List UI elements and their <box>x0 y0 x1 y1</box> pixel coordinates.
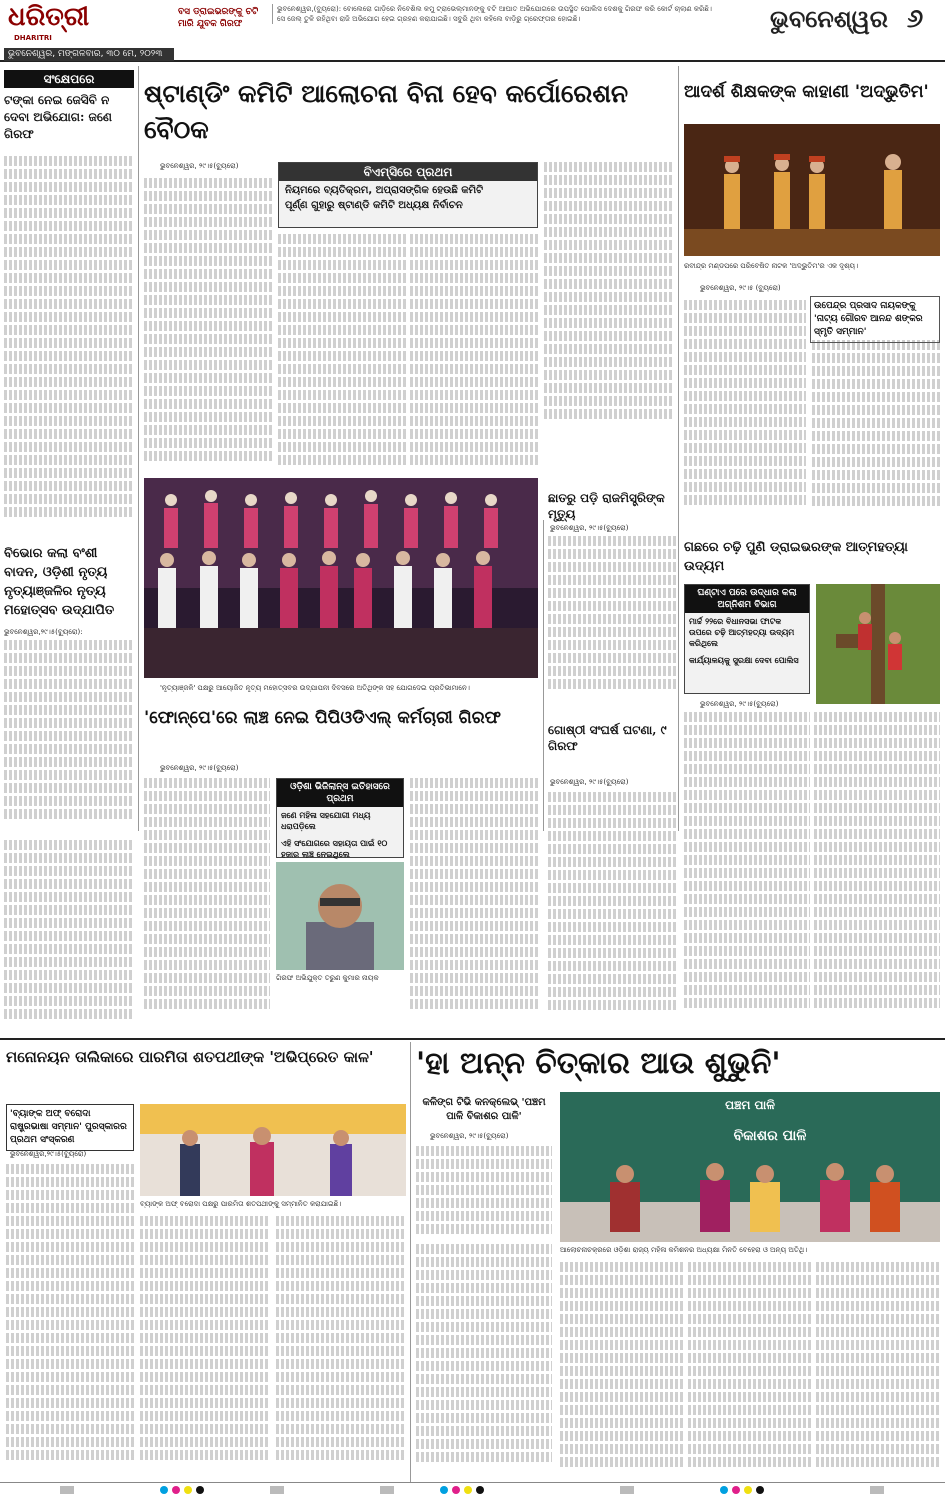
dateline: ଭୁବନେଶ୍ୱର, ମଙ୍ଗଳବାର, ୩୦ ମେ, ୨୦୨୩ <box>4 48 174 61</box>
lead-body-col3 <box>410 234 538 474</box>
section-name: ଭୁବନେଶ୍ୱର <box>770 4 888 33</box>
play-body-col2 <box>812 340 940 530</box>
play-body-col1 <box>684 300 806 525</box>
mason-body <box>548 536 676 706</box>
stage-banner: ପଞ୍ଚମ ପାଳି <box>725 1098 775 1112</box>
registration-dot-yellow <box>464 1486 472 1494</box>
conclave-body-col1 <box>416 1244 552 1479</box>
clash-byline: ଭୁବନେଶ୍ୱର, ୨୯।୫(ବ୍ୟୁରୋ) <box>550 778 629 786</box>
registration-dot-yellow <box>744 1486 752 1494</box>
driver-tree-photo <box>816 584 940 704</box>
registration-dot-black <box>756 1486 764 1494</box>
bribe-box-item: ଜଣେ ମହିଳା ସହଯୋଗୀ ମଧ୍ୟ ଧରାପଡ଼ିଲେ <box>281 811 371 831</box>
lead-byline: ଭୁବନେଶ୍ୱର, ୨୯।୫(ବ୍ୟୁରୋ) <box>160 162 239 170</box>
header-teaser: ବସ ଡ୍ରାଇଭରଙ୍କୁ ଚଟି ମାରି ଯୁବକ ଗିରଫ <box>178 7 259 29</box>
print-registration-strip <box>0 1482 945 1497</box>
conclave-body-col3 <box>688 1262 812 1479</box>
award-box: 'ବ୍ୟାଙ୍କ ଅଫ୍ ବରୋଦା ରାଷ୍ଟ୍ରଭାଷା ସମ୍ମାନ' ପୁରସ୍କାରର ପ୍ରଥମ ସଂସ୍କରଣ <box>6 1104 134 1151</box>
conclave-subhead: କଳିଙ୍ଗ ଟିଭି କନକ୍ଲେଭ୍ 'ପଞ୍ଚମ ପାଳି ବିକାଶର ପାଳି' <box>422 1097 546 1122</box>
brief-box-title: ସଂକ୍ଷେପରେ <box>4 70 134 88</box>
conclave-caption: ଆଲୋଚନାଚକ୍ରରେ ଓଡ଼ିଶା ରାଜ୍ୟ ମହିଳା କମିଶନର ଅଧ୍ୟକ୍ଷା ମିନତି ବେହେରା ଓ ଅନ୍ୟ ଅତିଥି। <box>560 1246 808 1254</box>
registration-bar <box>270 1486 284 1494</box>
column-divider <box>678 66 679 831</box>
registration-bar <box>60 1486 74 1494</box>
play-caption: ରବୀନ୍ଦ୍ର ମଣ୍ଡପରେ ପରିବେଷିତ ନାଟକ 'ଅଦ୍ଭୁତିମ'ର ଏକ ଦୃଶ୍ୟ। <box>684 262 859 270</box>
award-caption: ବ୍ୟାଙ୍କ ଅଫ୍ ବରୋଦା ପକ୍ଷରୁ ପାରମିତା ଶତପଥୀଙ୍କୁ ସମ୍ମାନିତ କରାଯାଇଛି। <box>140 1200 342 1208</box>
bribe-body-col2 <box>410 778 540 1034</box>
lead-body-col1 <box>144 178 272 478</box>
play-photo <box>684 124 940 256</box>
driver-byline: ଭୁବନେଶ୍ୱର, ୨୯।୫(ବ୍ୟୁରୋ) <box>700 700 779 708</box>
conclave-body-col2 <box>560 1262 684 1479</box>
driver-info-box <box>684 584 810 694</box>
driver-body-col2 <box>814 712 940 1032</box>
play-subhead: ଉପେନ୍ଦ୍ର ପ୍ରସାଦ ନାୟକଙ୍କୁ 'ନାଟ୍ୟ ଗୌରବ ଆନନ୍ଦ ଶଙ୍କର ସ୍ମୃତି ସମ୍ମାନ' <box>810 296 940 343</box>
play-byline: ଭୁବନେଶ୍ୱର, ୨୯।୫ (ବ୍ୟୁରୋ) <box>700 284 781 292</box>
registration-bar <box>620 1486 634 1494</box>
page-number: ୬ <box>906 4 924 34</box>
driver-box-item: ମାର୍ଚ୍ଚ ୨୨ରେ ବିଧାନସଭା ଫାଟକ ଉପରେ ଚଢ଼ି ଆତ୍ମହତ୍ୟା ଉଦ୍ୟମ କରିଥିଲେ <box>689 617 795 648</box>
award-body-col2 <box>140 1216 270 1479</box>
registration-dot-cyan <box>440 1486 448 1494</box>
play-headline: ଆଦର୍ଶ ଶିକ୍ଷକଙ୍କ କାହାଣୀ 'ଅଦ୍ଭୁତିମ' <box>684 82 929 102</box>
registration-bar <box>380 1486 394 1494</box>
bribe-headline: 'ଫୋନ୍‌ପେ'ରେ ଲାଞ୍ଚ ନେଇ ପିପିଓଡିଏଲ୍ କର୍ମଚାରୀ ଗିରଫ <box>144 708 501 728</box>
driver-box-item: କାର୍ଯ୍ୟାଳୟକୁ ସୁରକ୍ଷା ଦେବା ପୋଲିସ <box>689 656 799 665</box>
bribe-info-box <box>276 778 404 858</box>
award-photo <box>140 1104 406 1196</box>
clash-headline: ଗୋଷ୍ଠୀ ସଂଘର୍ଷ ଘଟଣା, ୯ ଗିରଫ <box>548 723 667 753</box>
driver-box-title: ଘଣ୍ଟାଏ ପରେ ଉଦ୍ଧାର କଲା ଅଗ୍ନିଶମ ବିଭାଗ <box>685 585 809 613</box>
clash-body-col1 <box>548 792 676 1032</box>
lead-headline: ଷ୍ଟାଣ୍ଡିଂ କମିଟି ଆଲୋଚନା ବିନା ହେବ କର୍ପୋରେଶନ ବୈଠକ <box>144 79 629 144</box>
bribe-byline: ଭୁବନେଶ୍ୱର, ୨୯।୫(ବ୍ୟୁରୋ) <box>160 764 239 772</box>
header-ticker: ଭୁବନେଶ୍ୱର,(ବ୍ୟୁରୋ): ବୋଲେରୋ ଗାଡ଼ିରେ ନିବେଶିଲ କମୁ ଟ୍ରାଭେଲ୍‌ମାନଙ୍କୁ ବଟି ଆଘାତ ଅଭିଯୋଗରେ ଉପସ୍ଥିତ ପୋଲିସ ଦେଶକୁ ଗିରଫ କରି କୋର୍ଟ ଚାଲାଣ କରିଛି। ସେ ଜେଲ୍ ତୁଳି ରହିଥିବା ରାଜି ଅଭିଯୋଗ ହେଇ ଗ୍ରହଣ କରାଯାଇଛି। ସବୁରି ଥିବା କହିଲେ ବାଡ଼ିରୁ ଗ୍ରେଫ୍ତାର ହୋଇଛି। <box>272 4 712 24</box>
lead-info-box <box>278 162 538 228</box>
registration-bar <box>870 1486 884 1494</box>
column-divider <box>543 520 544 831</box>
dance-festival-body <box>4 640 134 825</box>
accused-photo <box>276 862 404 970</box>
masthead <box>0 0 945 62</box>
column-divider <box>410 1042 411 1482</box>
bribe-box-item: ଏହି ସଂଯୋଗରେ ସହାୟତା ପାଇଁ ୧୦ ହଜାର ଲାଞ୍ଚ ନେଇଥିଲେ <box>281 839 388 859</box>
dance-festival-byline: ଭୁବନେଶ୍ୱର,୨୯।୫(ବ୍ୟୁରୋ): <box>4 628 83 636</box>
bribe-box-title: ଓଡ଼ିଶା ଭିଜିଲାନ୍ସ ଇତିହାସରେ ପ୍ରଥମ <box>277 779 403 807</box>
registration-dot-cyan <box>720 1486 728 1494</box>
lead-box-item: ନିୟମରେ ବ୍ୟତିକ୍ରମ, ଅପ୍ରାସଙ୍ଗିକ ହେଉଛି କମିଟି <box>285 185 484 196</box>
dance-festival-caption: 'ନୃତ୍ୟାଞ୍ଜଳି' ପକ୍ଷରୁ ଆୟୋଜିତ ନୃତ୍ୟ ମହୋତ୍ସବର ଉଦ୍‌ଯାପନୀ ଦିବସରେ ଅତିଥିଙ୍କ ସହ ଯୋଗଦେଇ ପ୍ରତିଭାମାନେ। <box>160 684 470 692</box>
conclave-headline: 'ହା ଅନ୍ନ ଚିତ୍କାର ଆଉ ଶୁଭୁନି' <box>416 1046 781 1081</box>
bribe-body-col1 <box>144 778 270 1034</box>
mason-byline: ଭୁବନେଶ୍ୱର, ୨୯।୫(ବ୍ୟୁରୋ) <box>550 524 629 532</box>
registration-dot-black <box>196 1486 204 1494</box>
conclave-byline: ଭୁବନେଶ୍ୱର, ୨୯।୫(ବ୍ୟୁରୋ) <box>430 1132 509 1140</box>
driver-body-col1 <box>684 712 810 1032</box>
lead-body-col4 <box>544 162 674 432</box>
dance-festival-photo <box>144 478 538 678</box>
conclave-photo <box>560 1092 940 1242</box>
conclave-body-col4 <box>816 1262 940 1479</box>
logo-subtitle: DHARITRI <box>14 34 52 42</box>
conclave-body-intro <box>416 1146 552 1241</box>
registration-dot-cyan <box>160 1486 168 1494</box>
brief-headline: ଟଙ୍କା ନେଇ ଜେସିବି ନ ଦେବା ଅଭିଯୋଗ: ଜଣେ ଗିରଫ <box>4 93 112 141</box>
mason-headline: ଛାତରୁ ପଡ଼ି ରାଜମିସ୍ତ୍ରିଙ୍କ ମୃତ୍ୟୁ <box>548 491 665 521</box>
left-body-lower <box>4 840 134 1036</box>
dance-festival-headline: ବିଭୋର କଲା ବଂଶୀ ବାଦନ, ଓଡ଼ିଶୀ ନୃତ୍ୟ ନୃତ୍ୟାଞ୍ଜଳିର ନୃତ୍ୟ ମହୋତ୍ସବ ଉଦ୍‌ଯାପିତ <box>4 546 115 618</box>
driver-headline: ଗଛରେ ଚଢ଼ି ପୁଣି ଡ୍ରାଇଭରଙ୍କ ଆତ୍ମହତ୍ୟା ଉଦ୍ୟମ <box>684 540 908 574</box>
lead-body-col2 <box>278 234 406 474</box>
registration-dot-yellow <box>184 1486 192 1494</box>
accused-caption: ଗିରଫ ଅଭିଯୁକ୍ତ ତରୁଣ କୁମାର ନାୟକ <box>276 974 379 982</box>
stage-banner-2: ବିକାଶର ପାଳି <box>733 1128 807 1144</box>
registration-dot-magenta <box>452 1486 460 1494</box>
registration-dot-magenta <box>732 1486 740 1494</box>
award-byline: ଭୁବନେଶ୍ୱର,୨୯।୫(ବ୍ୟୁରୋ) <box>10 1150 87 1158</box>
award-body-col1 <box>6 1164 134 1479</box>
column-divider <box>138 66 139 831</box>
registration-dot-black <box>476 1486 484 1494</box>
registration-dot-magenta <box>172 1486 180 1494</box>
lead-box-title: ବିଏମ୍‌ସିରେ ପ୍ରଥମ <box>279 163 537 181</box>
lead-box-item: ପୂର୍ଣ୍ଣ ଗୁହାରୁ ଷ୍ଟାଣ୍ଡି କମିଟି ଅଧ୍ୟକ୍ଷ ନିର୍ବାଚନ <box>285 200 463 211</box>
award-headline: ମନୋନୟନ ତାଲିକାରେ ପାରମିତା ଶତପଥୀଙ୍କ 'ଅଭିପ୍ରେତ କାଳ' <box>6 1048 374 1066</box>
newspaper-logo: ଧରିତ୍ରୀ <box>8 2 90 32</box>
brief-body <box>4 156 134 536</box>
award-body-col3 <box>276 1216 406 1479</box>
